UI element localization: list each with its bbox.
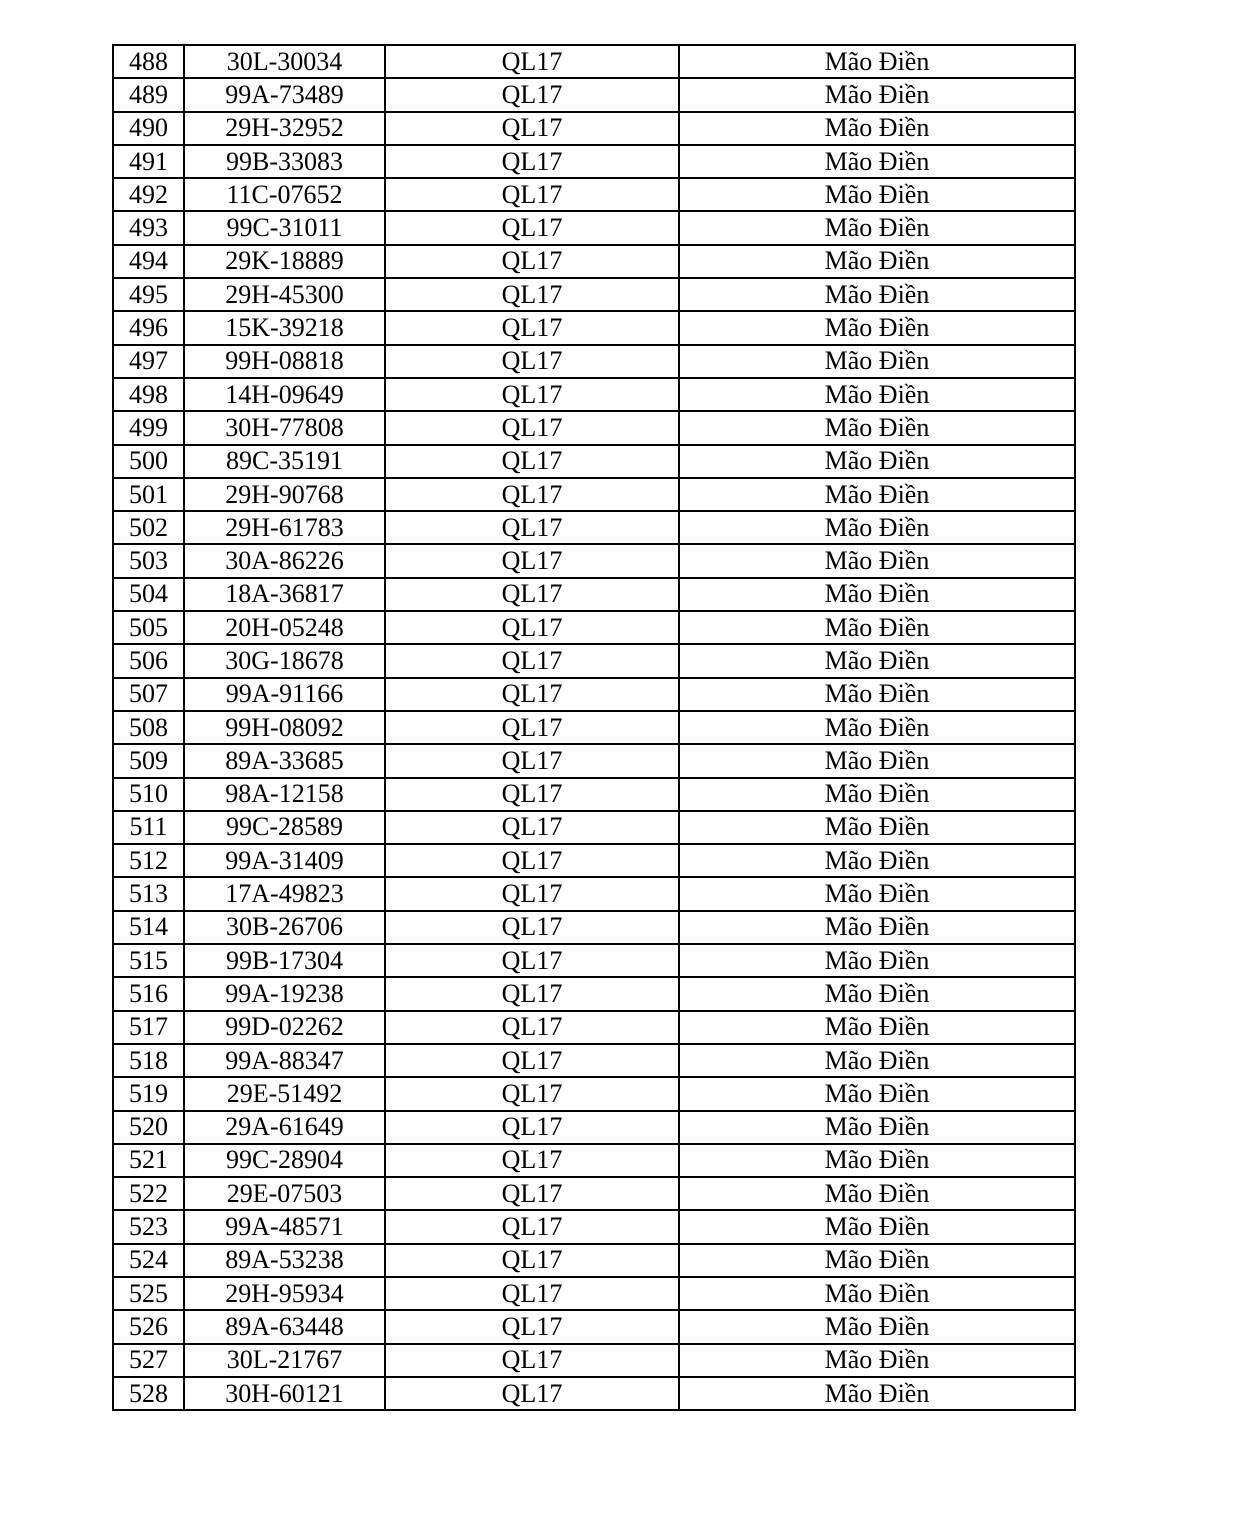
license-plate-cell: 14H-09649 — [184, 378, 385, 411]
row-number-cell: 506 — [113, 644, 184, 677]
road-cell: QL17 — [385, 1377, 679, 1410]
road-cell: QL17 — [385, 678, 679, 711]
location-cell: Mão Điền — [679, 1377, 1075, 1410]
location-cell: Mão Điền — [679, 811, 1075, 844]
table-row — [113, 1011, 1075, 1044]
vehicle-list — [112, 44, 1076, 1411]
road-cell: QL17 — [385, 1210, 679, 1243]
road-cell: QL17 — [385, 977, 679, 1010]
table-row — [113, 45, 1075, 78]
row-number-cell: 512 — [113, 844, 184, 877]
license-plate-cell: 30A-86226 — [184, 544, 385, 577]
location-cell: Mão Điền — [679, 511, 1075, 544]
road-cell: QL17 — [385, 378, 679, 411]
table-row — [113, 911, 1075, 944]
road-cell: QL17 — [385, 112, 679, 145]
road-cell: QL17 — [385, 644, 679, 677]
row-number-cell: 503 — [113, 544, 184, 577]
row-number-cell: 520 — [113, 1111, 184, 1144]
table-row — [113, 844, 1075, 877]
location-cell: Mão Điền — [679, 345, 1075, 378]
table-row — [113, 711, 1075, 744]
table-row — [113, 678, 1075, 711]
table-row — [113, 611, 1075, 644]
location-cell: Mão Điền — [679, 78, 1075, 111]
license-plate-cell: 11C-07652 — [184, 178, 385, 211]
location-cell: Mão Điền — [679, 1344, 1075, 1377]
location-cell: Mão Điền — [679, 45, 1075, 78]
table-row — [113, 1244, 1075, 1277]
row-number-cell: 522 — [113, 1177, 184, 1210]
license-plate-cell: 29E-51492 — [184, 1077, 385, 1110]
row-number-cell: 492 — [113, 178, 184, 211]
table-body — [113, 45, 1075, 1410]
license-plate-cell: 30H-77808 — [184, 411, 385, 444]
location-cell: Mão Điền — [679, 1111, 1075, 1144]
road-cell: QL17 — [385, 1244, 679, 1277]
table-row — [113, 744, 1075, 777]
license-plate-cell: 30G-18678 — [184, 644, 385, 677]
table-row — [113, 778, 1075, 811]
location-cell: Mão Điền — [679, 578, 1075, 611]
location-cell: Mão Điền — [679, 611, 1075, 644]
license-plate-cell: 29A-61649 — [184, 1111, 385, 1144]
table-row — [113, 211, 1075, 244]
license-plate-cell: 29H-32952 — [184, 112, 385, 145]
table-row — [113, 1077, 1075, 1110]
row-number-cell: 501 — [113, 478, 184, 511]
row-number-cell: 528 — [113, 1377, 184, 1410]
location-cell: Mão Điền — [679, 1210, 1075, 1243]
table-row — [113, 944, 1075, 977]
license-plate-cell: 30L-30034 — [184, 45, 385, 78]
row-number-cell: 498 — [113, 378, 184, 411]
row-number-cell: 488 — [113, 45, 184, 78]
table-row — [113, 345, 1075, 378]
row-number-cell: 514 — [113, 911, 184, 944]
table-row — [113, 1177, 1075, 1210]
license-plate-cell: 99H-08092 — [184, 711, 385, 744]
location-cell: Mão Điền — [679, 178, 1075, 211]
table-row — [113, 112, 1075, 145]
row-number-cell: 505 — [113, 611, 184, 644]
row-number-cell: 511 — [113, 811, 184, 844]
road-cell: QL17 — [385, 1077, 679, 1110]
license-plate-cell: 20H-05248 — [184, 611, 385, 644]
license-plate-cell: 29H-61783 — [184, 511, 385, 544]
row-number-cell: 499 — [113, 411, 184, 444]
row-number-cell: 521 — [113, 1144, 184, 1177]
table-row — [113, 478, 1075, 511]
location-cell: Mão Điền — [679, 1310, 1075, 1343]
location-cell: Mão Điền — [679, 311, 1075, 344]
table-row — [113, 1344, 1075, 1377]
road-cell: QL17 — [385, 1310, 679, 1343]
road-cell: QL17 — [385, 1144, 679, 1177]
road-cell: QL17 — [385, 711, 679, 744]
table-row — [113, 1044, 1075, 1077]
road-cell: QL17 — [385, 78, 679, 111]
road-cell: QL17 — [385, 578, 679, 611]
license-plate-cell: 29E-07503 — [184, 1177, 385, 1210]
table-row — [113, 145, 1075, 178]
location-cell: Mão Điền — [679, 411, 1075, 444]
row-number-cell: 500 — [113, 445, 184, 478]
license-plate-cell: 89A-53238 — [184, 1244, 385, 1277]
table-row — [113, 644, 1075, 677]
license-plate-cell: 99A-91166 — [184, 678, 385, 711]
table-row — [113, 278, 1075, 311]
road-cell: QL17 — [385, 1044, 679, 1077]
row-number-cell: 502 — [113, 511, 184, 544]
row-number-cell: 494 — [113, 245, 184, 278]
road-cell: QL17 — [385, 311, 679, 344]
row-number-cell: 507 — [113, 678, 184, 711]
license-plate-cell: 29H-45300 — [184, 278, 385, 311]
table-row — [113, 78, 1075, 111]
row-number-cell: 493 — [113, 211, 184, 244]
row-number-cell: 513 — [113, 877, 184, 910]
location-cell: Mão Điền — [679, 844, 1075, 877]
location-cell: Mão Điền — [679, 478, 1075, 511]
road-cell: QL17 — [385, 178, 679, 211]
license-plate-cell: 30L-21767 — [184, 1344, 385, 1377]
row-number-cell: 489 — [113, 78, 184, 111]
row-number-cell: 525 — [113, 1277, 184, 1310]
road-cell: QL17 — [385, 877, 679, 910]
license-plate-cell: 29H-95934 — [184, 1277, 385, 1310]
row-number-cell: 515 — [113, 944, 184, 977]
row-number-cell: 516 — [113, 977, 184, 1010]
license-plate-cell: 99A-48571 — [184, 1210, 385, 1243]
license-plate-cell: 99D-02262 — [184, 1011, 385, 1044]
table-row — [113, 311, 1075, 344]
road-cell: QL17 — [385, 944, 679, 977]
table-row — [113, 411, 1075, 444]
license-plate-cell: 99A-73489 — [184, 78, 385, 111]
license-plate-cell: 99B-17304 — [184, 944, 385, 977]
row-number-cell: 509 — [113, 744, 184, 777]
road-cell: QL17 — [385, 911, 679, 944]
road-cell: QL17 — [385, 544, 679, 577]
road-cell: QL17 — [385, 145, 679, 178]
road-cell: QL17 — [385, 844, 679, 877]
location-cell: Mão Điền — [679, 744, 1075, 777]
license-plate-cell: 99A-88347 — [184, 1044, 385, 1077]
location-cell: Mão Điền — [679, 944, 1075, 977]
license-plate-cell: 89A-33685 — [184, 744, 385, 777]
row-number-cell: 504 — [113, 578, 184, 611]
table-row — [113, 811, 1075, 844]
location-cell: Mão Điền — [679, 877, 1075, 910]
license-plate-cell: 30H-60121 — [184, 1377, 385, 1410]
location-cell: Mão Điền — [679, 778, 1075, 811]
table-row — [113, 1377, 1075, 1410]
location-cell: Mão Điền — [679, 445, 1075, 478]
table-row — [113, 1310, 1075, 1343]
row-number-cell: 510 — [113, 778, 184, 811]
license-plate-cell: 89C-35191 — [184, 445, 385, 478]
table-row — [113, 1111, 1075, 1144]
location-cell: Mão Điền — [679, 1144, 1075, 1177]
road-cell: QL17 — [385, 1011, 679, 1044]
row-number-cell: 491 — [113, 145, 184, 178]
license-plate-cell: 99A-31409 — [184, 844, 385, 877]
location-cell: Mão Điền — [679, 211, 1075, 244]
road-cell: QL17 — [385, 611, 679, 644]
table-row — [113, 378, 1075, 411]
road-cell: QL17 — [385, 778, 679, 811]
license-plate-cell: 99A-19238 — [184, 977, 385, 1010]
location-cell: Mão Điền — [679, 911, 1075, 944]
table-row — [113, 578, 1075, 611]
row-number-cell: 517 — [113, 1011, 184, 1044]
license-plate-cell: 30B-26706 — [184, 911, 385, 944]
license-plate-cell: 99C-28589 — [184, 811, 385, 844]
location-cell: Mão Điền — [679, 1244, 1075, 1277]
location-cell: Mão Điền — [679, 711, 1075, 744]
location-cell: Mão Điền — [679, 1077, 1075, 1110]
license-plate-cell: 99C-28904 — [184, 1144, 385, 1177]
location-cell: Mão Điền — [679, 644, 1075, 677]
road-cell: QL17 — [385, 811, 679, 844]
row-number-cell: 519 — [113, 1077, 184, 1110]
license-plate-cell: 99B-33083 — [184, 145, 385, 178]
location-cell: Mão Điền — [679, 977, 1075, 1010]
location-cell: Mão Điền — [679, 1177, 1075, 1210]
road-cell: QL17 — [385, 278, 679, 311]
location-cell: Mão Điền — [679, 544, 1075, 577]
table-row — [113, 1210, 1075, 1243]
location-cell: Mão Điền — [679, 245, 1075, 278]
license-plate-cell: 89A-63448 — [184, 1310, 385, 1343]
road-cell: QL17 — [385, 478, 679, 511]
road-cell: QL17 — [385, 245, 679, 278]
row-number-cell: 523 — [113, 1210, 184, 1243]
license-plate-cell: 99C-31011 — [184, 211, 385, 244]
license-plate-cell: 99H-08818 — [184, 345, 385, 378]
row-number-cell: 490 — [113, 112, 184, 145]
table-row — [113, 1277, 1075, 1310]
row-number-cell: 527 — [113, 1344, 184, 1377]
table-row — [113, 877, 1075, 910]
location-cell: Mão Điền — [679, 1277, 1075, 1310]
road-cell: QL17 — [385, 1344, 679, 1377]
row-number-cell: 508 — [113, 711, 184, 744]
table-row — [113, 544, 1075, 577]
road-cell: QL17 — [385, 445, 679, 478]
location-cell: Mão Điền — [679, 145, 1075, 178]
road-cell: QL17 — [385, 1111, 679, 1144]
table-row — [113, 245, 1075, 278]
road-cell: QL17 — [385, 411, 679, 444]
license-plate-cell: 17A-49823 — [184, 877, 385, 910]
location-cell: Mão Điền — [679, 1011, 1075, 1044]
row-number-cell: 496 — [113, 311, 184, 344]
table-row — [113, 445, 1075, 478]
location-cell: Mão Điền — [679, 378, 1075, 411]
row-number-cell: 518 — [113, 1044, 184, 1077]
road-cell: QL17 — [385, 1277, 679, 1310]
location-cell: Mão Điền — [679, 678, 1075, 711]
license-plate-cell: 98A-12158 — [184, 778, 385, 811]
table-row — [113, 178, 1075, 211]
table-row — [113, 511, 1075, 544]
location-cell: Mão Điền — [679, 1044, 1075, 1077]
road-cell: QL17 — [385, 1177, 679, 1210]
vehicle-table — [112, 44, 1076, 1411]
row-number-cell: 497 — [113, 345, 184, 378]
license-plate-cell: 18A-36817 — [184, 578, 385, 611]
table-row — [113, 1144, 1075, 1177]
road-cell: QL17 — [385, 211, 679, 244]
license-plate-cell: 29H-90768 — [184, 478, 385, 511]
license-plate-cell: 29K-18889 — [184, 245, 385, 278]
license-plate-cell: 15K-39218 — [184, 311, 385, 344]
location-cell: Mão Điền — [679, 112, 1075, 145]
row-number-cell: 495 — [113, 278, 184, 311]
row-number-cell: 524 — [113, 1244, 184, 1277]
road-cell: QL17 — [385, 45, 679, 78]
table-row — [113, 977, 1075, 1010]
road-cell: QL17 — [385, 744, 679, 777]
location-cell: Mão Điền — [679, 278, 1075, 311]
row-number-cell: 526 — [113, 1310, 184, 1343]
road-cell: QL17 — [385, 511, 679, 544]
road-cell: QL17 — [385, 345, 679, 378]
